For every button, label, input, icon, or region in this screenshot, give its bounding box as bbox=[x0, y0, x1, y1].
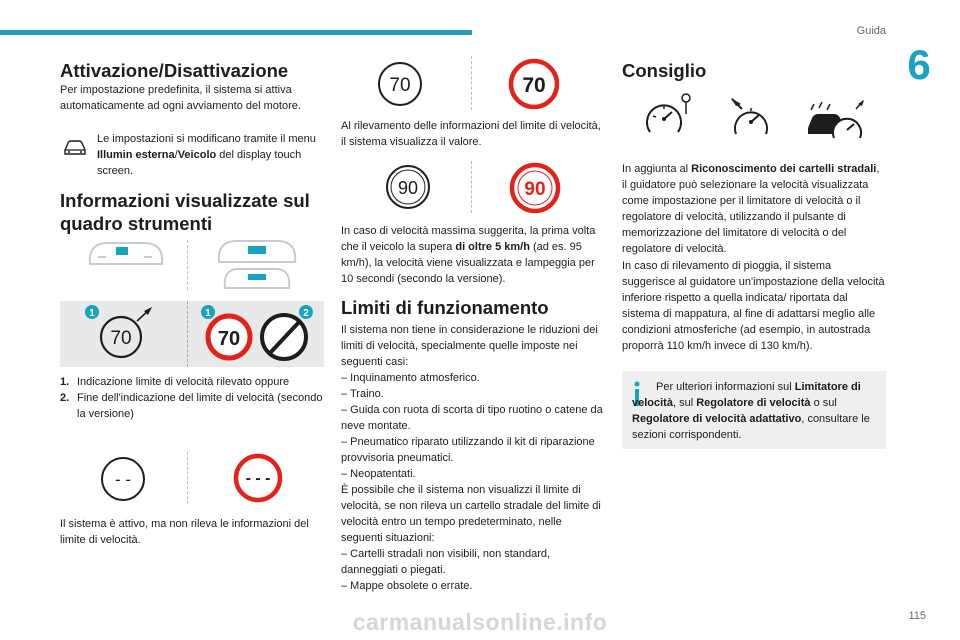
divider bbox=[471, 56, 472, 110]
activation-text: Per impostazione predefinita, il sistema si attiva automaticamente ad ogni avviamento del motore. bbox=[60, 84, 301, 112]
heading-limitations: Limiti di funzionamento bbox=[341, 297, 549, 318]
watermark: carmanualsonline.info bbox=[352, 609, 608, 635]
heading-displayed-info: Informazioni visualizzate sul quadro strumenti bbox=[60, 190, 310, 234]
legend-list bbox=[60, 374, 324, 422]
rain-speed-icon bbox=[804, 98, 868, 147]
speed-90-gray-icon bbox=[380, 161, 436, 218]
divider bbox=[471, 161, 472, 213]
limitation-item: – Pneumatico riparato utilizzando il kit di riparazione provvisoria pneumatici. bbox=[341, 436, 595, 464]
detection-text: Al rilevamento delle informazioni del limite di velocità, il sistema visualizza il valore. bbox=[341, 120, 601, 148]
speed-70-gray-icon bbox=[368, 58, 432, 115]
limitation-item: – Guida con ruota di scorta di tipo ruotino o catene da neve montate. bbox=[341, 404, 603, 432]
badge-2: 2 bbox=[303, 308, 309, 319]
end-of-limit-icon bbox=[256, 303, 318, 368]
settings-text: Le impostazioni si modificano tramite il menu Illumin esterna/Veicolo del display touch screen. bbox=[97, 133, 316, 177]
divider bbox=[187, 301, 188, 367]
instrument-cluster-icon-1 bbox=[86, 240, 166, 273]
limitations-intro: Il sistema non tiene in considerazione le riduzioni dei limiti di velocità, specialmente quelle imposte nei seguenti casi: bbox=[341, 324, 598, 368]
info-text: Per ulteriori informazioni sul Limitatore di velocità, sul Regolatore di velocità o sul Regolatore di velocità adattativo, consultare le sezioni corrispondenti. bbox=[632, 381, 870, 441]
situation-item: – Cartelli stradali non visibili, non standard, danneggiati o piegati. bbox=[341, 548, 551, 576]
limitation-item: – Neopatentati. bbox=[341, 468, 416, 480]
speed-limit-sign-icon bbox=[195, 303, 257, 368]
heading-activation: Attivazione/Disattivazione bbox=[60, 60, 289, 81]
badge-1: 1 bbox=[89, 308, 95, 319]
info-box bbox=[622, 371, 886, 449]
limitation-item: – Inquinamento atmosferico. bbox=[341, 372, 480, 384]
heading-advice: Consiglio bbox=[622, 60, 707, 81]
speed70-red: 70 bbox=[522, 74, 546, 97]
badge-1b: 1 bbox=[205, 308, 211, 319]
dashes-gray: - - bbox=[114, 470, 132, 489]
situation-item: – Mappe obsolete o errate. bbox=[341, 580, 473, 592]
section-title: Guida bbox=[856, 25, 886, 37]
divider bbox=[187, 240, 188, 290]
no-info-red-icon bbox=[230, 452, 286, 509]
page-number: 115 bbox=[908, 610, 926, 622]
no-info-gray-icon bbox=[95, 454, 151, 509]
speed-limit-detected-icon bbox=[84, 303, 164, 368]
speed-90-red-icon bbox=[506, 160, 564, 221]
speed90-red: 90 bbox=[524, 179, 546, 200]
speed70-gray: 70 bbox=[389, 75, 411, 96]
speed-value-gray: 70 bbox=[110, 328, 132, 349]
legend-item-2: 2. Fine dell'indicazione del limite di velocità (secondo la versione) bbox=[60, 392, 323, 420]
advice-text-1: In aggiunta al Riconoscimento dei cartelli stradali, il guidatore può selezionare la velocità visualizzata come impostazione per il limitatore di velocità o il regolatore di velocità, utilizzando il pulsante di memorizzazione del limitatore di velocità o del regolatore di velocità. bbox=[622, 163, 880, 255]
speed90-gray: 90 bbox=[397, 178, 419, 198]
header-accent-bar bbox=[0, 30, 472, 35]
speed-set-icon bbox=[728, 96, 776, 143]
chapter-number: 6 bbox=[907, 41, 931, 88]
speed-70-red-icon bbox=[504, 56, 564, 117]
speed-memorize-icon bbox=[644, 92, 696, 143]
advice-text-2: In caso di rilevamento di pioggia, il sistema suggerisce al guidatore un'impostazione della velocità inferiore rispetto a quella indicata/ riportata dal sistema di mappatura, al fine di adattarsi meglio alle condizioni atmosferiche (ad esempio, in autostrada proporrà 110 km/h invece di 130 km/h). bbox=[622, 260, 885, 352]
speed-value-red: 70 bbox=[217, 328, 241, 350]
no-display-intro: È possibile che il sistema non visualizzi il limite di velocità, se non rileva un cartello stradale del limite di velocità entro un tempo predeterminato, nelle seguenti situazioni: bbox=[341, 484, 601, 544]
legend-item-1: 1. Indicazione limite di velocità rilevato oppure bbox=[60, 376, 290, 388]
suggested-speed-text: In caso di velocità massima suggerita, la prima volta che il veicolo la supera di oltre 5 km/h (ad es. 95 km/h), la velocità viene visualizzata e lampeggia per 10 secondi (secondo la versione). bbox=[341, 225, 596, 285]
limitations-list bbox=[341, 370, 605, 594]
dashes-red: - - - bbox=[245, 470, 271, 487]
no-info-text: Il sistema è attivo, ma non rileva le informazioni del limite di velocità. bbox=[60, 518, 309, 546]
limitation-item: – Traino. bbox=[341, 388, 384, 400]
divider bbox=[187, 452, 188, 504]
instrument-cluster-icon-2 bbox=[215, 238, 299, 299]
car-settings-icon bbox=[60, 135, 90, 164]
